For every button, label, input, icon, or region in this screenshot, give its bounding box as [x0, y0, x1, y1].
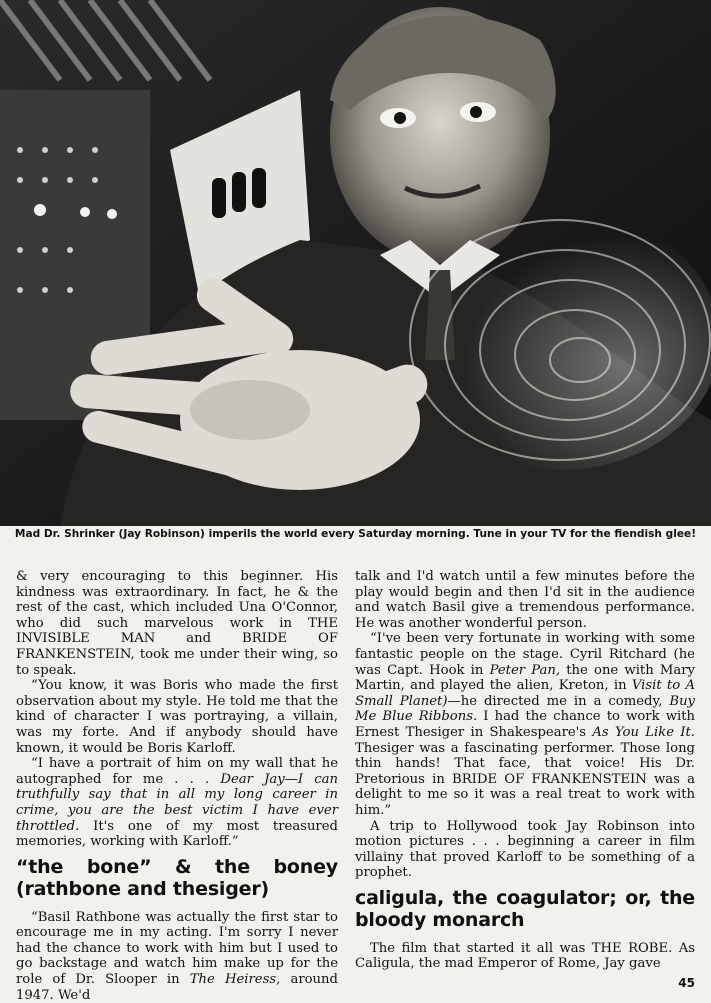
page-number: 45 — [678, 976, 695, 990]
section-heading: caligula, the coagulator; or, the bloody monarch — [355, 886, 695, 931]
text-run: around 1947. We'd — [16, 972, 338, 1003]
left-column — [16, 569, 338, 1003]
section-heading: “the bone” & the boney (rathbone and thesiger) — [16, 855, 338, 900]
italic-title: Peter Pan, — [489, 662, 561, 678]
photo-caption: Mad Dr. Shrinker (Jay Robinson) imperils the world every Saturday morning. Tune in your TV for the fiendish glee! — [14, 528, 697, 540]
italic-quote: Dear Jay—I can truthfully say that in all my long career in crime, you are the best victim I have ever throttled. — [16, 771, 339, 834]
text-run: “I've been very fortunate in working with some fantastic people on the stage. Cyril Ritchard (he was Capt. Hook in — [355, 631, 695, 678]
text-run: “I have a portrait of him on my wall that he autographed for me . . . — [16, 756, 338, 787]
right-column — [355, 569, 695, 972]
italic-title: Buy Me Blue Ribbons. — [355, 693, 696, 725]
text-run: the one with Mary Martin, and played the alien, Kreton, in — [355, 662, 695, 694]
text-run: “Basil Rathbone was actually the first star to encourage me in my acting. I'm sorry I never had the chance to work with him but I used to go backstage and watch him make up for the role of Dr. Slooper in — [16, 909, 338, 988]
paragraph: & very encouraging to this beginner. His kindness was extraordinary. In fact, he & the rest of the cast, which included Una O'Connor, who did such marvelous work in THE INVISIBLE MAN and BRIDE OF FRANKENSTEIN, took me under their wing, so to speak. — [16, 569, 338, 678]
italic-title: As You Like It. — [592, 724, 695, 740]
paragraph — [16, 910, 338, 1003]
italic-title: Visit to A Small Planet) — [355, 678, 695, 709]
paragraph: talk and I'd watch until a few minutes before the play would begin and then I'd sit in the audience and watch Basil give a tremendous performance. He was another wonderful person. — [355, 569, 695, 631]
paragraph — [16, 756, 338, 850]
text-run: It's one of my most treasured memories, working with Karloff.” — [16, 818, 338, 850]
text-run: —he directed me in a comedy, — [447, 693, 670, 709]
text-run: I had the chance to work with Ernest Thesiger in Shakespeare's — [355, 709, 695, 740]
paragraph: The film that started it all was THE ROBE. As Caligula, the mad Emperor of Rome, Jay gave — [355, 940, 695, 972]
paragraph: “You know, it was Boris who made the first observation about my style. He told me that the kind of character I was portraying, a villain, was my forte. And if anybody should have known, it would be Boris Karloff. — [16, 678, 338, 756]
paragraph: A trip to Hollywood took Jay Robinson into motion pictures . . . beginning a career in film villainy that proved Karloff to be something of a prophet. — [355, 818, 695, 881]
paragraph — [355, 631, 695, 818]
italic-title: The Heiress, — [189, 972, 281, 988]
text-run: Thesiger was a fascinating performer. Those long thin hands! That face, that voice! His Dr. Pretorious in BRIDE OF FRANKENSTEIN was a delight to me so it was a real treat to work with him.” — [355, 740, 695, 818]
